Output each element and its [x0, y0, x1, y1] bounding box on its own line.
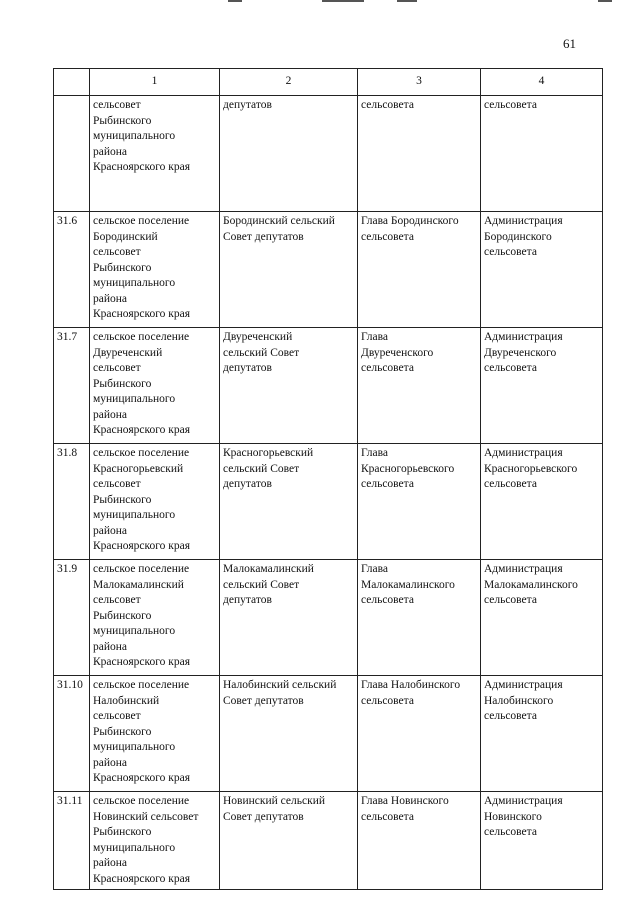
- council-cell: Двуреченский сельский Совет депутатов: [220, 328, 358, 444]
- table-row: [54, 560, 603, 676]
- municipality-cell: сельское поселение Двуреченский сельсовет Рыбинского муниципального района Красноярского края: [90, 328, 220, 444]
- row-number-cell: 31.8: [54, 444, 90, 560]
- head-cell: Глава Красногорьевского сельсовета: [358, 444, 481, 560]
- head-cell: Глава Новинского сельсовета: [358, 792, 481, 890]
- administration-cell: Администрация Двуреченского сельсовета: [481, 328, 603, 444]
- table-row: [54, 328, 603, 444]
- head-cell: Глава Двуреченского сельсовета: [358, 328, 481, 444]
- row-number-cell: 31.9: [54, 560, 90, 676]
- header-cell-1: 1: [90, 69, 220, 96]
- council-cell: Малокамалинский сельский Совет депутатов: [220, 560, 358, 676]
- council-cell: Бородинский сельский Совет депутатов: [220, 212, 358, 328]
- header-cell-2: 2: [220, 69, 358, 96]
- head-cell: Глава Малокамалинского сельсовета: [358, 560, 481, 676]
- head-cell: Глава Бородинского сельсовета: [358, 212, 481, 328]
- head-cell: Глава Налобинского сельсовета: [358, 676, 481, 792]
- administration-cell: Администрация Налобинского сельсовета: [481, 676, 603, 792]
- municipality-cell: сельское поселение Налобинский сельсовет Рыбинского муниципального района Красноярского края: [90, 676, 220, 792]
- head-cell: сельсовета: [358, 96, 481, 212]
- page-number: 61: [563, 36, 576, 51]
- header-cell-num: [54, 69, 90, 96]
- document-table: [53, 68, 603, 890]
- administration-cell: Администрация Красногорьевского сельсовета: [481, 444, 603, 560]
- municipality-cell: сельское поселение Малокамалинский сельсовет Рыбинского муниципального района Красноярского края: [90, 560, 220, 676]
- row-number-cell: 31.10: [54, 676, 90, 792]
- administration-cell: сельсовета: [481, 96, 603, 212]
- municipality-cell: сельское поселение Бородинский сельсовет Рыбинского муниципального района Красноярского края: [90, 212, 220, 328]
- table-row: [54, 792, 603, 890]
- table-row: [54, 212, 603, 328]
- administration-cell: Администрация Малокамалинского сельсовета: [481, 560, 603, 676]
- municipality-cell: сельское поселение Новинский сельсовет Рыбинского муниципального района Красноярского края: [90, 792, 220, 890]
- municipality-cell: сельсовет Рыбинского муниципального района Красноярского края: [90, 96, 220, 212]
- row-number-cell: 31.11: [54, 792, 90, 890]
- council-cell: Налобинский сельский Совет депутатов: [220, 676, 358, 792]
- table-row: [54, 444, 603, 560]
- header-cell-4: 4: [481, 69, 603, 96]
- administration-cell: Администрация Бородинского сельсовета: [481, 212, 603, 328]
- header-cell-3: 3: [358, 69, 481, 96]
- row-number-cell: 31.6: [54, 212, 90, 328]
- administration-cell: Администрация Новинского сельсовета: [481, 792, 603, 890]
- council-cell: Красногорьевский сельский Совет депутатов: [220, 444, 358, 560]
- row-number-cell: [54, 96, 90, 212]
- header-row: [54, 69, 603, 96]
- row-number-cell: 31.7: [54, 328, 90, 444]
- council-cell: Новинский сельский Совет депутатов: [220, 792, 358, 890]
- table-row: [54, 676, 603, 792]
- municipality-cell: сельское поселение Красногорьевский сельсовет Рыбинского муниципального района Красноярского края: [90, 444, 220, 560]
- table-row: [54, 96, 603, 212]
- council-cell: депутатов: [220, 96, 358, 212]
